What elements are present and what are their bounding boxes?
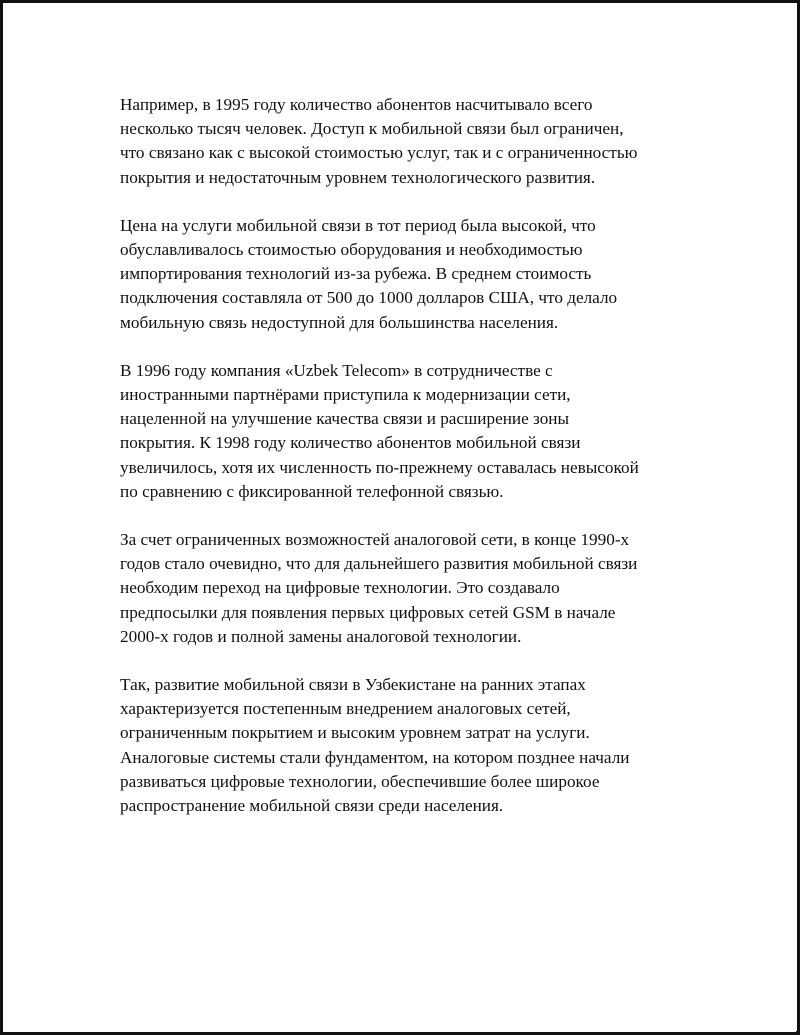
paragraph-line: Например, в 1995 году количество абонентов насчитывало всего	[120, 95, 593, 114]
paragraph-1	[120, 93, 686, 190]
paragraph-3	[120, 359, 686, 504]
paragraph-line: импортирования технологий из-за рубежа. В среднем стоимость	[120, 264, 592, 284]
paragraph-line: по сравнению с фиксированной телефонной связью.	[120, 481, 504, 501]
paragraph-line: обуславливалось стоимостью оборудования и необходимостью	[120, 240, 583, 260]
paragraph-line: Аналоговые системы стали фундаментом, на котором позднее начали	[120, 747, 630, 767]
paragraph-line: За счет ограниченных возможностей аналоговой сети, в конце 1990-х	[120, 530, 630, 550]
paragraph-line: несколько тысяч человек. Доступ к мобильной связи был ограничен,	[120, 119, 624, 139]
paragraph-line: Цена на услуги мобильной связи в тот период была высокой, что	[120, 215, 596, 235]
paragraph-line: годов стало очевидно, что для дальнейшего развития мобильной связи	[120, 554, 638, 574]
paragraph-line: увеличилось, хотя их численность по-прежнему оставалась невысокой	[120, 457, 639, 477]
paragraph-line: распространение мобильной связи среди населения.	[120, 796, 504, 816]
paragraph-line: нацеленной на улучшение качества связи и расширение зоны	[120, 409, 570, 429]
paragraph-line: подключения составляла от 500 до 1000 долларов США, что делало	[120, 288, 618, 308]
paragraph-line: мобильную связь недоступной для большинства населения.	[120, 312, 559, 332]
paragraph-4	[120, 528, 686, 649]
paragraph-line: характеризуется постепенным внедрением аналоговых сетей,	[120, 699, 571, 719]
paragraph-line: иностранными партнёрами приступила к модернизации сети,	[120, 385, 571, 405]
paragraph-line: В 1996 году компания «Uzbek Telecom» в сотрудничестве с	[120, 360, 553, 380]
document-body	[120, 93, 686, 842]
paragraph-line: что связано как с высокой стоимостью услуг, так и с ограниченностью	[120, 143, 638, 163]
paragraph-line: развиваться цифровые технологии, обеспечившие более широкое	[120, 771, 600, 791]
paragraph-2	[120, 214, 686, 335]
paragraph-line: 2000-х годов и полной замены аналоговой технологии.	[120, 626, 522, 646]
paragraph-line: покрытия. К 1998 году количество абонентов мобильной связи	[120, 433, 581, 453]
paragraph-5	[120, 673, 686, 818]
paragraph-line: ограниченным покрытием и высоким уровнем затрат на услуги.	[120, 723, 590, 743]
paragraph-line: Так, развитие мобильной связи в Узбекистане на ранних этапах	[120, 675, 586, 695]
paragraph-line: предпосылки для появления первых цифровых сетей GSM в начале	[120, 602, 616, 622]
paragraph-line: покрытия и недостаточным уровнем технологического развития.	[120, 167, 596, 187]
paragraph-line: необходим переход на цифровые технологии. Это создавало	[120, 578, 560, 598]
